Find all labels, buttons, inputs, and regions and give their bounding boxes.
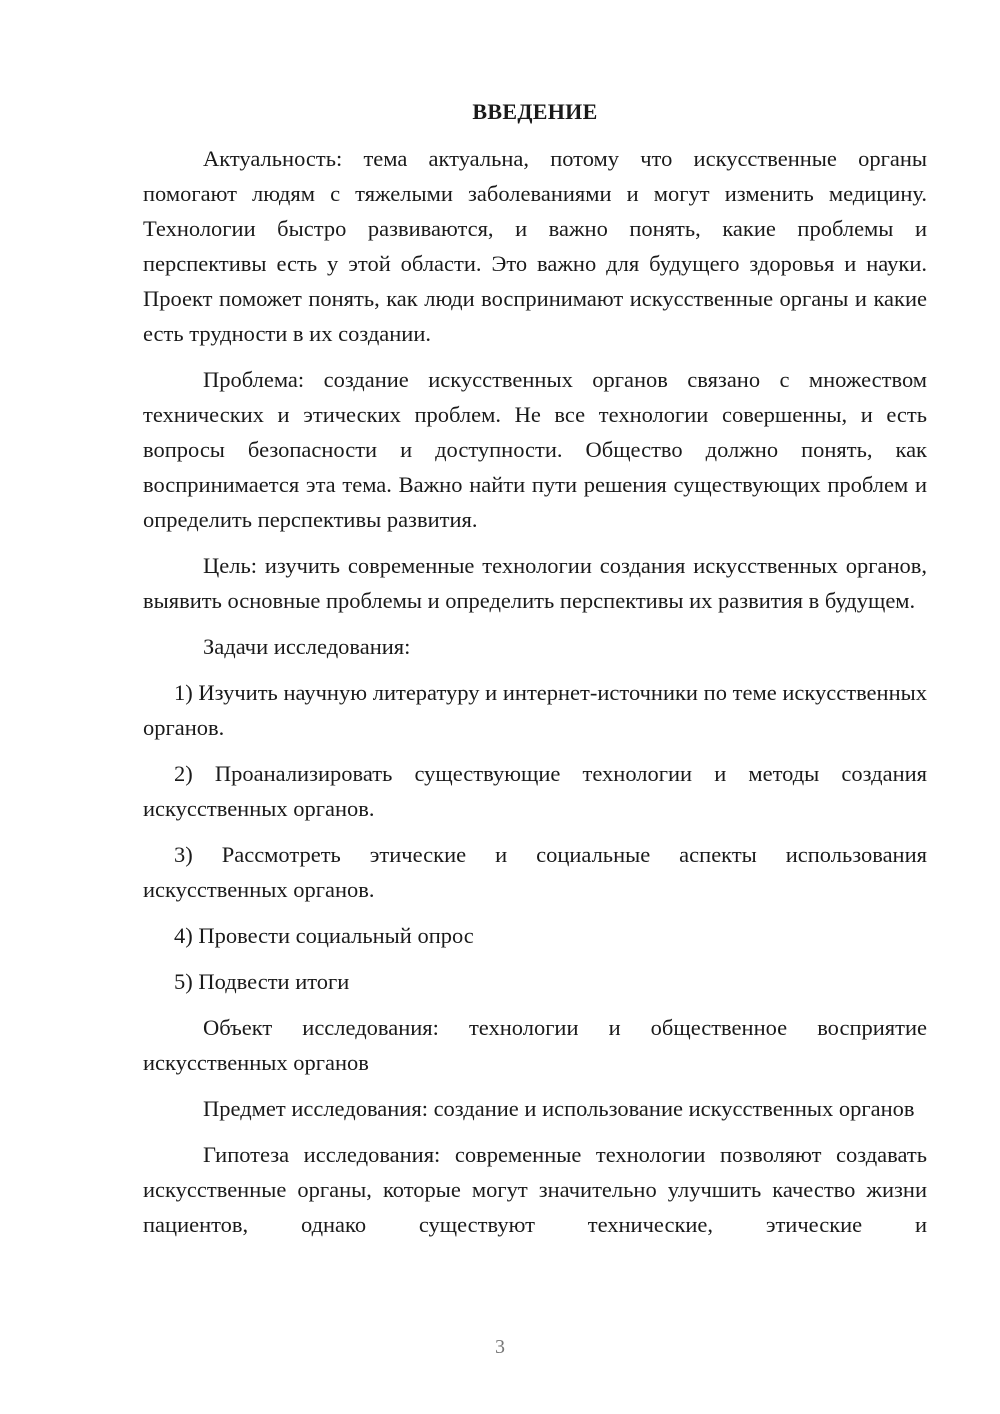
problem-paragraph: Проблема: создание искусственных органов связано с множеством технических и этических проблем. Не все технологии совершенны, и есть вопросы безопасности и доступности. Общество должно понять, как воспринимается эта тема. Важно найти пути решения существующих проблем и определить перспективы развития. — [143, 367, 927, 532]
page-title: ВВЕДЕНИЕ — [472, 99, 598, 124]
hypothesis-paragraph: Гипотеза исследования: современные технологии позволяют создавать искусственные органы, которые могут значительно улучшить качество жизни пациентов, однако существуют технические, этические и — [143, 1142, 927, 1237]
task-item: 5) Подвести итоги — [174, 969, 350, 994]
page-number: 3 — [495, 1336, 505, 1358]
relevance-paragraph: Актуальность: тема актуальна, потому что искусственные органы помогают людям с тяжелыми заболеваниями и могут изменить медицину. Технологии быстро развиваются, и важно понять, какие проблемы и перспективы есть у этой области. Это важно для будущего здоровья и науки. Проект поможет понять, как люди воспринимают искусственные органы и какие есть трудности в их создании. — [143, 146, 927, 346]
task-item: 2) Проанализировать существующие технологии и методы создания искусственных органов. — [143, 761, 927, 821]
task-item: 4) Провести социальный опрос — [174, 923, 474, 948]
task-item: 3) Рассмотреть этические и социальные аспекты использования искусственных органов. — [143, 842, 927, 902]
page-body — [143, 94, 927, 1242]
subject-paragraph: Предмет исследования: создание и использование искусственных органов — [203, 1096, 915, 1121]
task-item: 1) Изучить научную литературу и интернет-источники по теме искусственных органов. — [143, 680, 927, 740]
tasks-heading: Задачи исследования: — [203, 634, 411, 659]
goal-paragraph: Цель: изучить современные технологии создания искусственных органов, выявить основные проблемы и определить перспективы их развития в будущем. — [143, 553, 927, 613]
object-paragraph: Объект исследования: технологии и общественное восприятие искусственных органов — [143, 1015, 927, 1075]
